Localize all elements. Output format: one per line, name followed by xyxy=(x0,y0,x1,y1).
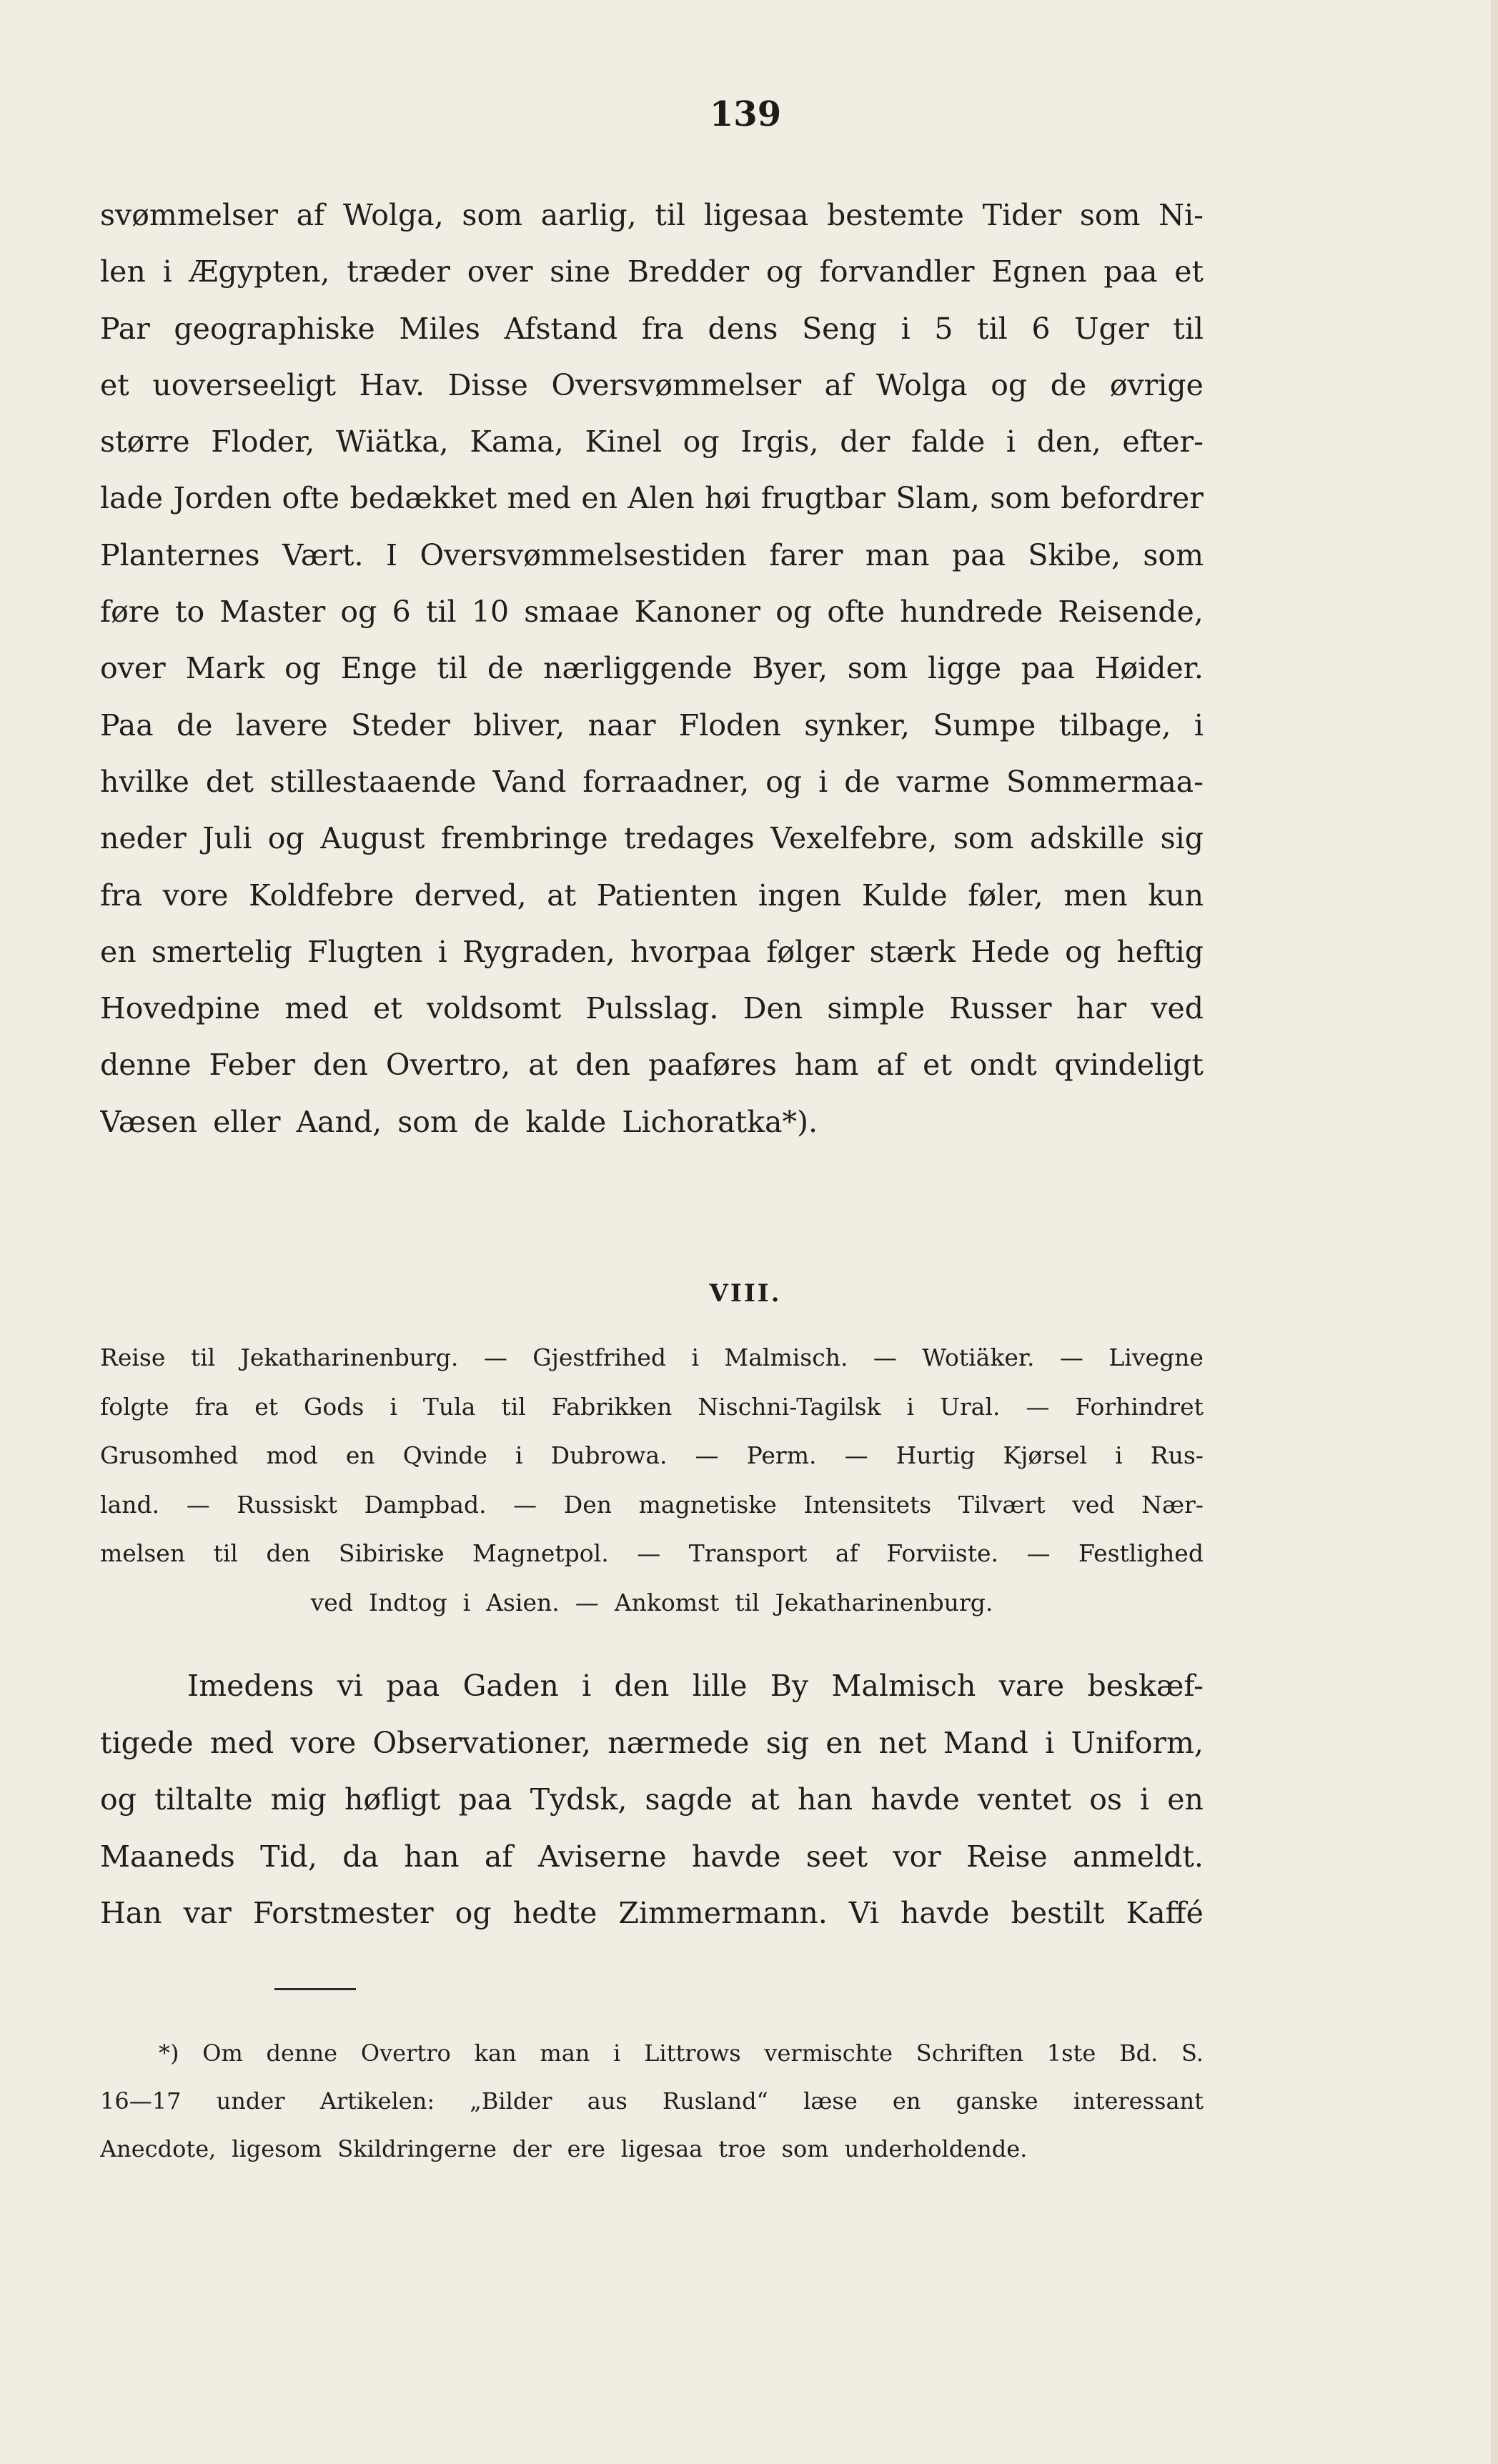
text-line: Par geographiske Miles Afstand fra dens Seng i 5 til 6 Uger til xyxy=(100,311,1204,346)
text-line: svømmelser af Wolga, som aarlig, til ligesaa bestemte Tider som Ni- xyxy=(100,198,1204,232)
chapter-heading: VIII. xyxy=(709,1279,782,1308)
text-line: Paa de lavere Steder bliver, naar Floden synker, Sumpe tilbage, i xyxy=(100,707,1204,742)
footnote-divider xyxy=(274,1988,356,1990)
page-number: 139 xyxy=(709,94,782,134)
text-line: lade Jorden ofte bedækket med en Alen høi frugtbar Slam, som befordrer xyxy=(100,481,1204,516)
summary-line: Reise til Jekatharinenburg. — Gjestfrihed i Malmisch. — Wotiäker. — Livegne xyxy=(100,1343,1204,1371)
text-line: denne Feber den Overtro, at den paaføres ham af et ondt qvindeligt xyxy=(100,1048,1204,1083)
text-line: en smertelig Flugten i Rygraden, hvorpaa følger stærk Hede og heftig xyxy=(100,934,1204,969)
footnote xyxy=(100,2030,1204,2173)
text-line: Væsen eller Aand, som de kalde Lichoratka*). xyxy=(100,1104,818,1139)
main-paragraph xyxy=(100,187,1204,1151)
summary-line: melsen til den Sibiriske Magnetpol. — Transport af Forviiste. — Festlighed xyxy=(100,1539,1204,1567)
text-line: over Mark og Enge til de nærliggende Byer, som ligge paa Høider. xyxy=(100,651,1204,686)
text-line: føre to Master og 6 til 10 smaae Kanoner og ofte hundrede Reisende, xyxy=(100,595,1204,630)
text-line: Planternes Vært. I Oversvømmelsestiden farer man paa Skibe, som xyxy=(100,537,1204,572)
text-line: og tiltalte mig høfligt paa Tydsk, sagde at han havde ventet os i en xyxy=(100,1782,1204,1817)
text-line: len i Ægypten, træder over sine Bredder og forvandler Egnen paa et xyxy=(100,254,1204,289)
text-line: neder Juli og August frembringe tredages Vexelfebre, som adskille sig xyxy=(100,821,1204,856)
text-line: fra vore Koldfebre derved, at Patienten ingen Kulde føler, men kun xyxy=(100,878,1204,913)
summary-line: folgte fra et Gods i Tula til Fabrikken Nischni-Tagilsk i Ural. — Forhindret xyxy=(100,1392,1204,1421)
summary-line: land. — Russiskt Dampbad. — Den magnetiske Intensitets Tilvært ved Nær- xyxy=(100,1490,1204,1519)
summary-line: ved Indtog i Asien. — Ankomst til Jekatharinenburg. xyxy=(310,1588,993,1616)
footnote-line: 16—17 under Artikelen: „Bilder aus Rusland“ læse en ganske interessant xyxy=(100,2087,1204,2115)
summary-line: Grusomhed mod en Qvinde i Dubrowa. — Perm. — Hurtig Kjørsel i Rus- xyxy=(100,1441,1204,1469)
text-line: Imedens vi paa Gaden i den lille By Malmisch vare beskæf- xyxy=(187,1669,1204,1703)
chapter-paragraph xyxy=(100,1658,1204,1942)
text-line: tigede med vore Observationer, nærmede sig en net Mand i Uniform, xyxy=(100,1725,1204,1760)
text-line: hvilke det stillestaaende Vand forraadner, og i de varme Sommermaa- xyxy=(100,764,1204,799)
footnote-line: Anecdote, ligesom Skildringerne der ere ligesaa troe som underholdende. xyxy=(100,2135,1028,2162)
footnote-line: *) Om denne Overtro kan man i Littrows vermischte Schriften 1ste Bd. S. xyxy=(159,2040,1204,2067)
text-line: et uoverseeligt Hav. Disse Oversvømmelser af Wolga og de øvrige xyxy=(100,367,1204,402)
text-line: Maaneds Tid, da han af Aviserne havde seet vor Reise anmeldt. xyxy=(100,1839,1204,1874)
text-line: større Floder, Wiätka, Kama, Kinel og Irgis, der falde i den, efter- xyxy=(100,424,1204,459)
chapter-summary xyxy=(100,1333,1204,1627)
text-line: Hovedpine med et voldsomt Pulsslag. Den simple Russer har ved xyxy=(100,991,1204,1026)
text-line: Han var Forstmester og hedte Zimmermann. Vi havde bestilt Kaffé xyxy=(100,1896,1204,1930)
